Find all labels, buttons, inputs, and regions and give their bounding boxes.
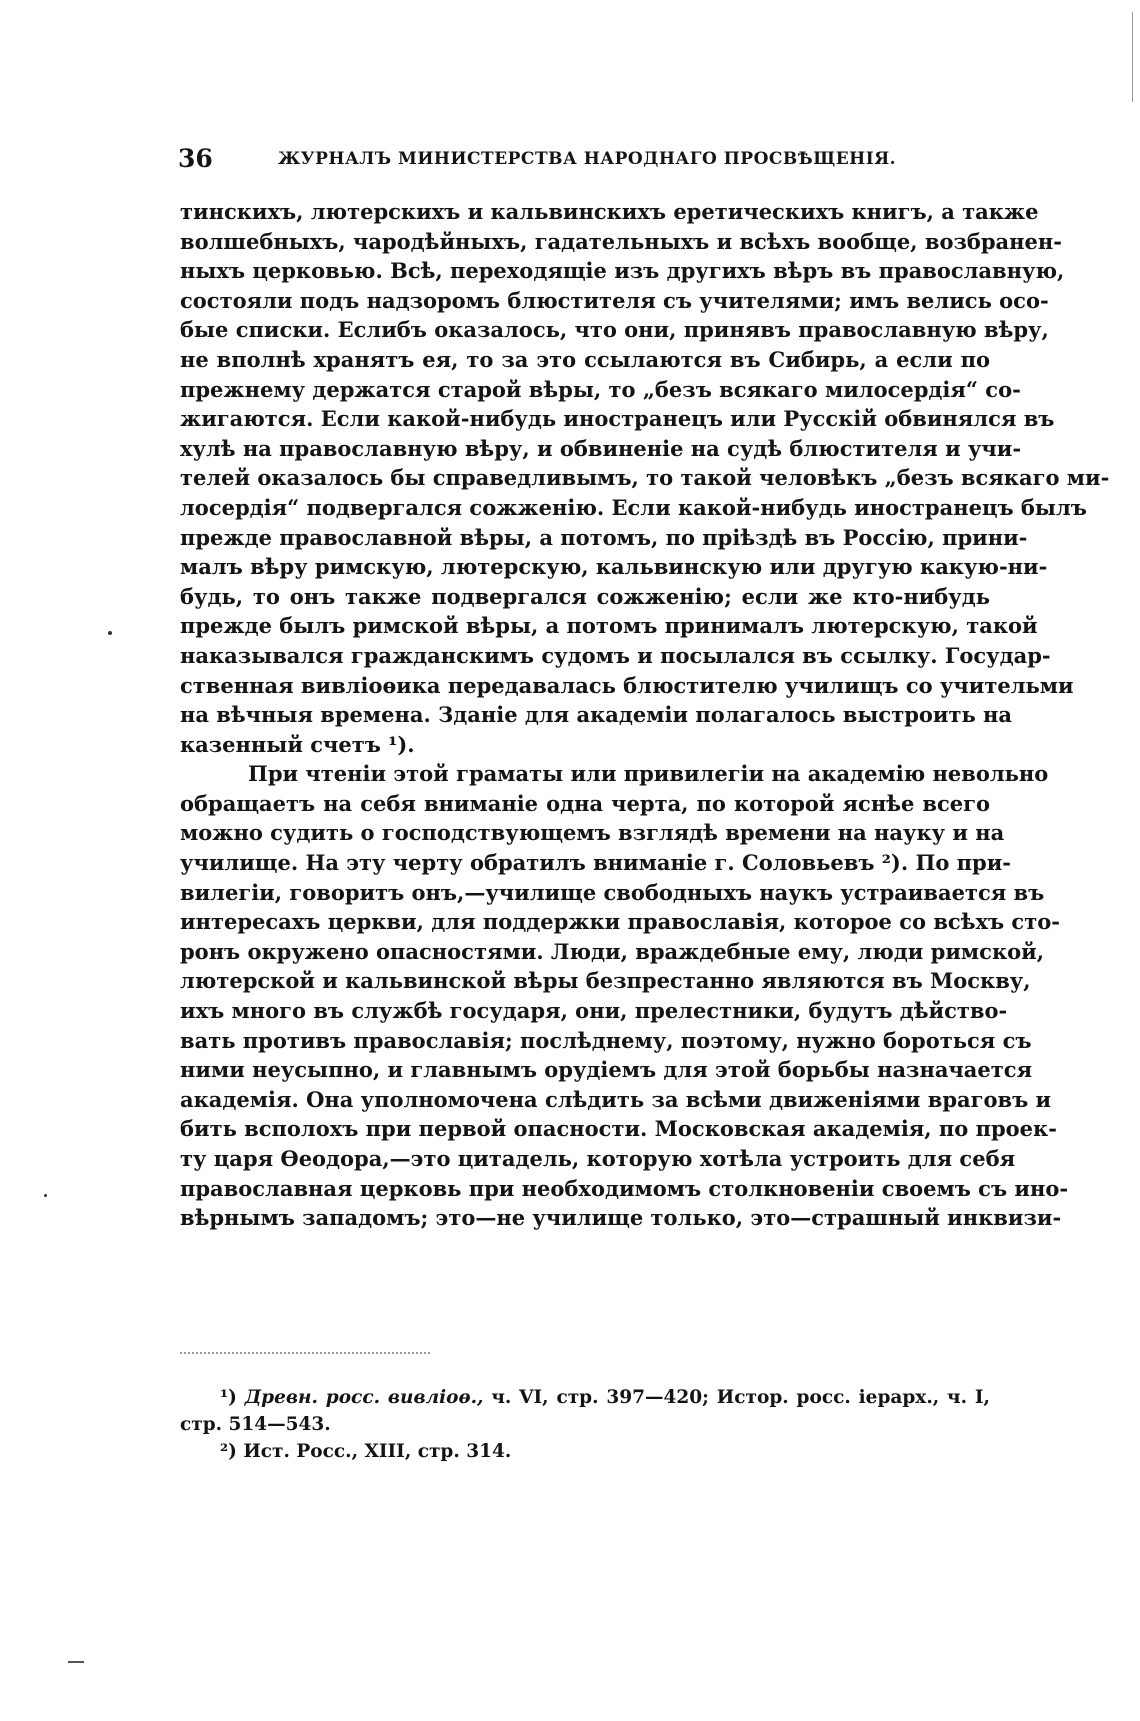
scan-edge-line	[1132, 12, 1133, 102]
text-line: обращаетъ на себя вниманіе одна черта, по которой яснѣе всего	[180, 790, 990, 816]
text-line: будь, то онъ также подвергался сожженію; если же кто-нибудь	[180, 583, 990, 609]
journal-title: ЖУРНАЛЪ МИНИСТЕРСТВА НАРОДНАГО ПРОСВѢЩЕНІЯ.	[278, 149, 897, 169]
scan-speck	[108, 631, 112, 635]
footnotes	[180, 1384, 990, 1465]
body-text	[180, 197, 1110, 1233]
footnote-2-reference: Ист. Росс., XIII, стр. 314.	[243, 1441, 512, 1462]
scan-speck	[44, 1194, 47, 1197]
paragraph-start-line: При чтеніи этой граматы или привилегіи на академію невольно	[248, 761, 1049, 787]
text-line: можно судить о господствующемъ взглядѣ времени на науку и на	[180, 820, 1005, 846]
footnote-2-marker: ²)	[220, 1441, 237, 1462]
text-line: академія. Она уполномочена слѣдить за всѣми движеніями враговъ и	[180, 1086, 1052, 1112]
text-line: ныхъ церковью. Всѣ, переходящіе изъ другихъ вѣръ въ православную,	[180, 258, 1065, 284]
text-line: ронъ окружено опасностями. Люди, враждебные ему, люди римской,	[180, 938, 1045, 964]
running-head	[178, 142, 998, 176]
text-line: ними неусыпно, и главнымъ орудіемъ для этой борьбы назначается	[180, 1057, 1033, 1083]
text-line: вилегіи, говоритъ онъ,—училище свободныхъ наукъ устраивается въ	[180, 879, 1045, 905]
text-line: училище. На эту черту обратилъ вниманіе г. Соловьевъ ²). По при-	[180, 850, 1011, 876]
text-line: ихъ много въ службѣ государя, они, прелестники, будутъ дѣйство-	[180, 998, 1008, 1024]
text-line: лосердія“ подвергался сожженію. Если какой-нибудь иностранецъ былъ	[180, 494, 1087, 520]
text-line: тинскихъ, лютерскихъ и кальвинскихъ еретическихъ книгъ, а также	[180, 199, 1039, 224]
footnote-2	[180, 1438, 990, 1465]
footnote-1-reference: ч. VI, стр. 397—420; Истор. росс. іерарх., ч. I,	[491, 1387, 990, 1408]
text-line: прежде православной вѣры, а потомъ, по пріѣздѣ въ Россію, прини-	[180, 524, 1028, 550]
text-line: малъ вѣру римскую, лютерскую, кальвинскую или другую какую-ни-	[180, 554, 1048, 580]
page-number: 36	[178, 144, 213, 173]
text-line: вѣрнымъ западомъ; это—не училище только, это—страшный инквизи-	[180, 1205, 1062, 1231]
text-line: бить всполохъ при первой опасности. Московская академія, по проек-	[180, 1116, 1057, 1142]
text-line: наказывался гражданскимъ судомъ и посылался въ ссылку. Государ-	[180, 642, 1051, 668]
text-line: на вѣчныя времена. Зданіе для академіи полагалось выстроить на	[180, 702, 1013, 728]
text-line: ту царя Ѳеодора,—это цитадель, которую хотѣла устроить для себя	[180, 1146, 1016, 1171]
text-line: прежде былъ римской вѣры, а потомъ принималъ лютерскую, такой	[180, 613, 1038, 639]
text-line: бые списки. Еслибъ оказалось, что они, принявъ православную вѣру,	[180, 317, 1049, 343]
text-line: состояли подъ надзоромъ блюстителя съ учителями; имъ велись осо-	[180, 287, 1049, 313]
text-line: прежнему держатся старой вѣры, то „безъ всякаго милосердія“ со-	[180, 376, 1021, 402]
footnote-1-source-italic: Древн. росс. вивліоѳ.,	[244, 1387, 484, 1408]
text-line: ственная вивліоѳика передавалась блюстителю училищъ со учительми	[180, 672, 1074, 698]
text-line: вать противъ православія; послѣднему, поэтому, нужно бороться съ	[180, 1027, 1032, 1053]
text-line: хулѣ на православную вѣру, и обвиненіе на судѣ блюстителя и учи-	[180, 435, 1022, 461]
footnote-1-marker: ¹)	[220, 1387, 237, 1408]
scan-margin-mark	[68, 1661, 84, 1663]
text-line: казенный счетъ ¹).	[180, 731, 415, 757]
text-line: лютерской и кальвинской вѣры безпрестанно являются въ Москву,	[180, 968, 1031, 994]
text-line: телей оказалось бы справедливымъ, то такой человѣкъ „безъ всякаго ми-	[180, 465, 1110, 491]
text-line: не вполнѣ хранятъ ея, то за это ссылаются въ Сибирь, а если по	[180, 346, 990, 372]
footnote-1	[180, 1384, 990, 1411]
text-line: волшебныхъ, чародѣйныхъ, гадательныхъ и всѣхъ вообще, возбранен-	[180, 228, 1062, 254]
text-line: православная церковь при необходимомъ столкновеніи своемъ съ ино-	[180, 1175, 1069, 1201]
text-line: жигаются. Если какой-нибудь иностранецъ или Русскій обвинялся въ	[180, 406, 1055, 432]
text-line: интересахъ церкви, для поддержки православія, которое со всѣхъ сто-	[180, 909, 1060, 935]
footnote-1-continuation: стр. 514—543.	[180, 1414, 331, 1435]
footnote-separator	[180, 1352, 430, 1356]
